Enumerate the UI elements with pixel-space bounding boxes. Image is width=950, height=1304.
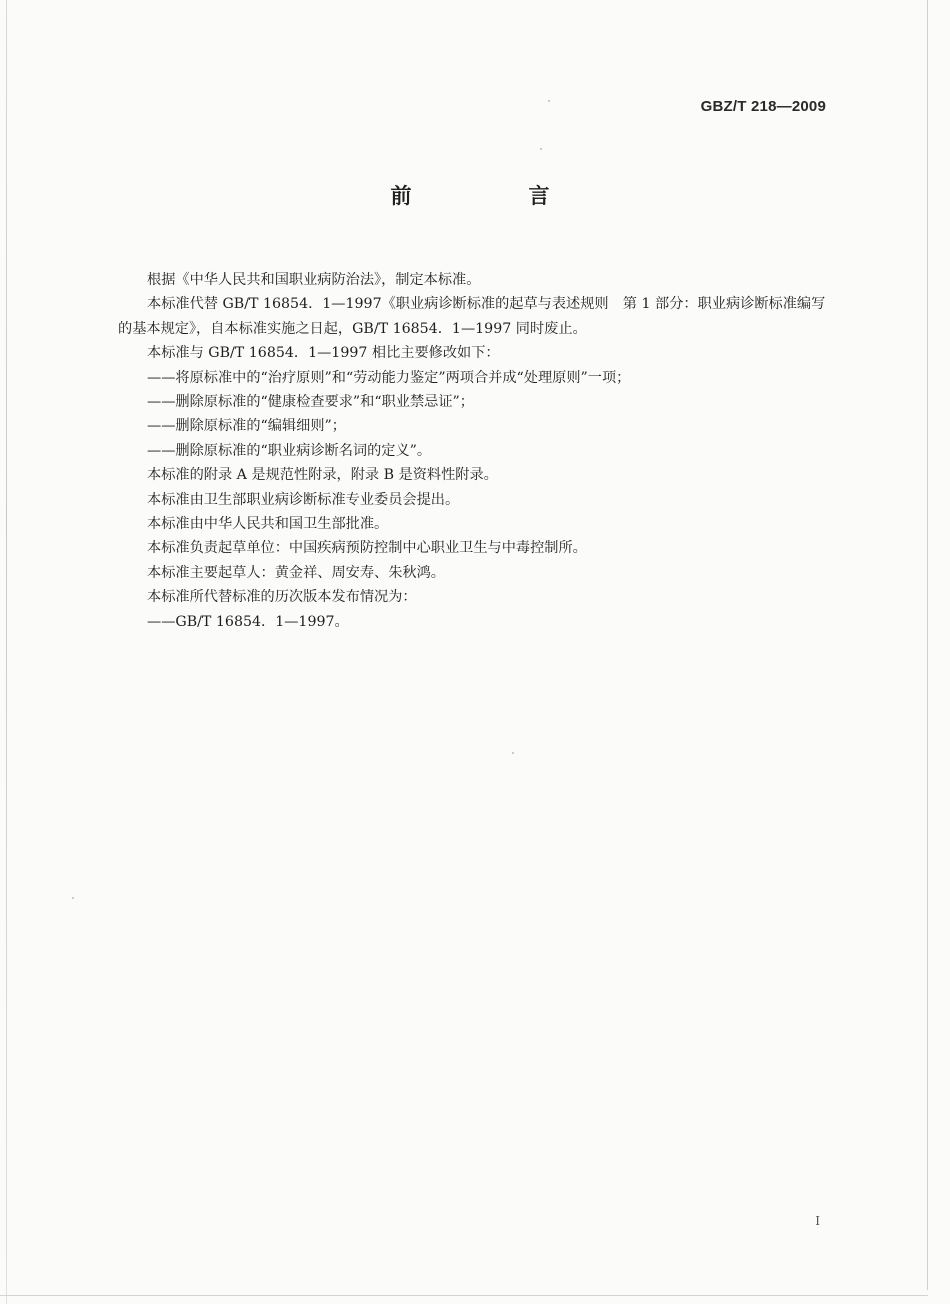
paragraph: 本标准由中华人民共和国卫生部批准。 <box>147 516 389 533</box>
paragraph: 根据《中华人民共和国职业病防治法》，制定本标准。 <box>147 272 481 288</box>
page-title: 前 言 <box>390 184 598 208</box>
scan-speck <box>512 752 514 754</box>
scan-speck <box>548 100 550 102</box>
list-item: ——删除原标准的“职业病诊断名词的定义”。 <box>147 442 432 459</box>
list-item: ——将原标准中的“治疗原则”和“劳动能力鉴定”两项合并成“处理原则”一项； <box>147 369 631 386</box>
standard-code: GBZ/T 218—2009 <box>700 98 826 115</box>
paragraph: 本标准由卫生部职业病诊断标准专业委员会提出。 <box>147 491 460 508</box>
body-text <box>118 268 830 634</box>
paragraph: 本标准与 GB/T 16854．1—1997 相比主要修改如下： <box>147 345 500 362</box>
scan-edge-bottom <box>0 1295 928 1296</box>
paragraph: 本标准主要起草人：黄金祥、周安寿、朱秋鸿。 <box>147 564 445 581</box>
list-item: ——删除原标准的“健康检查要求”和“职业禁忌证”； <box>147 394 474 411</box>
paragraph: 本标准所代替标准的历次版本发布情况为： <box>147 589 417 606</box>
scan-speck <box>540 148 542 150</box>
paragraph: 本标准的附录 A 是规范性附录，附录 B 是资料性附录。 <box>147 467 498 484</box>
paragraph: 本标准代替 GB/T 16854．1—1997《职业病诊断标准的起草与表述规则 第 1 部分：职业病诊断标准编写的基本规定》，自本标准实施之日起，GB/T 16854．1—1997 同时废止。 <box>118 296 826 337</box>
list-item: ——删除原标准的“编辑细则”； <box>147 418 346 435</box>
scan-speck <box>72 897 74 899</box>
paragraph: 本标准负责起草单位：中国疾病预防控制中心职业卫生与中毒控制所。 <box>147 540 587 557</box>
list-item: ——GB/T 16854．1—1997。 <box>147 613 349 630</box>
page-number: I <box>815 1214 820 1228</box>
